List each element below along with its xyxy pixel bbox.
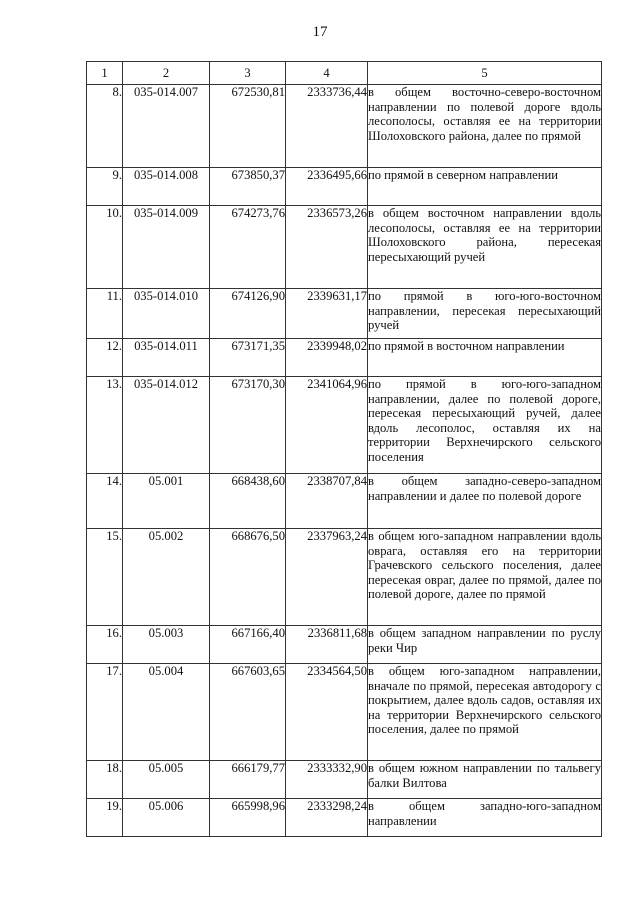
boundary-description: в общем южном направлении по тальвегу балки Вилтова — [368, 761, 602, 799]
table-row — [87, 626, 602, 664]
row-number: 9. — [87, 168, 123, 206]
coordinate-y: 2333736,44 — [286, 85, 368, 168]
coordinate-x: 673850,37 — [210, 168, 286, 206]
column-header-2: 2 — [123, 62, 210, 85]
point-code: 05.004 — [123, 664, 210, 761]
page-number: 17 — [312, 24, 328, 40]
coordinate-x: 673170,30 — [210, 377, 286, 474]
coordinate-y: 2338707,84 — [286, 474, 368, 529]
column-header-4: 4 — [286, 62, 368, 85]
header-row — [87, 62, 602, 85]
row-number: 14. — [87, 474, 123, 529]
coordinate-y: 2337963,24 — [286, 529, 368, 626]
point-code: 05.001 — [123, 474, 210, 529]
boundary-description: в общем юго-западном направлении, вначале по прямой, пересекая автодорогу с покрытием, далее вдоль садов, оставляя их на территории Верхнечирского сельского поселения, далее по прямой — [368, 664, 602, 761]
boundary-description: по прямой в юго-юго-восточном направлении, пересекая пересыхающий ручей — [368, 289, 602, 339]
table-row — [87, 529, 602, 626]
boundary-description: по прямой в северном направлении — [368, 168, 602, 206]
point-code: 05.002 — [123, 529, 210, 626]
coordinate-x: 668676,50 — [210, 529, 286, 626]
boundary-description: в общем юго-западном направлении вдоль оврага, оставляя его на территории Грачевского сельского поселения, далее пересекая овраг, далее по прямой, далее по полевой дороге, далее по прямой — [368, 529, 602, 626]
coordinate-x: 672530,81 — [210, 85, 286, 168]
row-number: 13. — [87, 377, 123, 474]
point-code: 05.006 — [123, 799, 210, 837]
coordinate-x: 667603,65 — [210, 664, 286, 761]
row-number: 17. — [87, 664, 123, 761]
row-number: 12. — [87, 339, 123, 377]
table-row — [87, 206, 602, 289]
point-code: 05.003 — [123, 626, 210, 664]
boundary-description: в общем восточном направлении вдоль лесополосы, оставляя ее на территории Шолоховского района, пересекая пересыхающий ручей — [368, 206, 602, 289]
coordinate-y: 2333298,24 — [286, 799, 368, 837]
coordinate-x: 674126,90 — [210, 289, 286, 339]
table-row — [87, 85, 602, 168]
coordinate-y: 2339631,17 — [286, 289, 368, 339]
row-number: 19. — [87, 799, 123, 837]
row-number: 15. — [87, 529, 123, 626]
point-code: 035-014.011 — [123, 339, 210, 377]
point-code: 035-014.008 — [123, 168, 210, 206]
coordinate-y: 2333332,90 — [286, 761, 368, 799]
column-header-1: 1 — [87, 62, 123, 85]
coordinate-y: 2336811,68 — [286, 626, 368, 664]
table-body — [87, 85, 602, 837]
boundary-description: в общем западно-юго-западном направлении — [368, 799, 602, 837]
row-number: 10. — [87, 206, 123, 289]
point-code: 035-014.009 — [123, 206, 210, 289]
boundary-description: в общем западном направлении по руслу реки Чир — [368, 626, 602, 664]
coordinate-x: 673171,35 — [210, 339, 286, 377]
boundary-description: по прямой в восточном направлении — [368, 339, 602, 377]
column-header-3: 3 — [210, 62, 286, 85]
coordinate-x: 666179,77 — [210, 761, 286, 799]
table-row — [87, 799, 602, 837]
point-code: 035-014.012 — [123, 377, 210, 474]
point-code: 05.005 — [123, 761, 210, 799]
table-row — [87, 474, 602, 529]
row-number: 8. — [87, 85, 123, 168]
table-row — [87, 339, 602, 377]
table-row — [87, 761, 602, 799]
coordinate-y: 2334564,50 — [286, 664, 368, 761]
coordinate-x: 668438,60 — [210, 474, 286, 529]
coordinate-y: 2336573,26 — [286, 206, 368, 289]
table-row — [87, 289, 602, 339]
coordinate-y: 2341064,96 — [286, 377, 368, 474]
coordinate-x: 665998,96 — [210, 799, 286, 837]
point-code: 035-014.010 — [123, 289, 210, 339]
row-number: 16. — [87, 626, 123, 664]
boundary-description: в общем западно-северо-западном направлении и далее по полевой дороге — [368, 474, 602, 529]
column-header-5: 5 — [368, 62, 602, 85]
table-row — [87, 168, 602, 206]
row-number: 18. — [87, 761, 123, 799]
table-row — [87, 377, 602, 474]
point-code: 035-014.007 — [123, 85, 210, 168]
coordinate-x: 674273,76 — [210, 206, 286, 289]
table-header — [87, 62, 602, 85]
boundary-description: по прямой в юго-юго-западном направлении, далее по полевой дороге, пересекая пересыхающий ручей, далее вдоль лесополос, оставляя их на территории Верхнечирского сельского поселения — [368, 377, 602, 474]
coordinate-y: 2336495,66 — [286, 168, 368, 206]
boundary-points-table — [86, 61, 602, 837]
coordinate-y: 2339948,02 — [286, 339, 368, 377]
table-row — [87, 664, 602, 761]
coordinate-x: 667166,40 — [210, 626, 286, 664]
row-number: 11. — [87, 289, 123, 339]
boundary-description: в общем восточно-северо-восточном направлении по полевой дороге вдоль лесополосы, оставляя ее на территории Шолоховского района, далее по прямой — [368, 85, 602, 168]
